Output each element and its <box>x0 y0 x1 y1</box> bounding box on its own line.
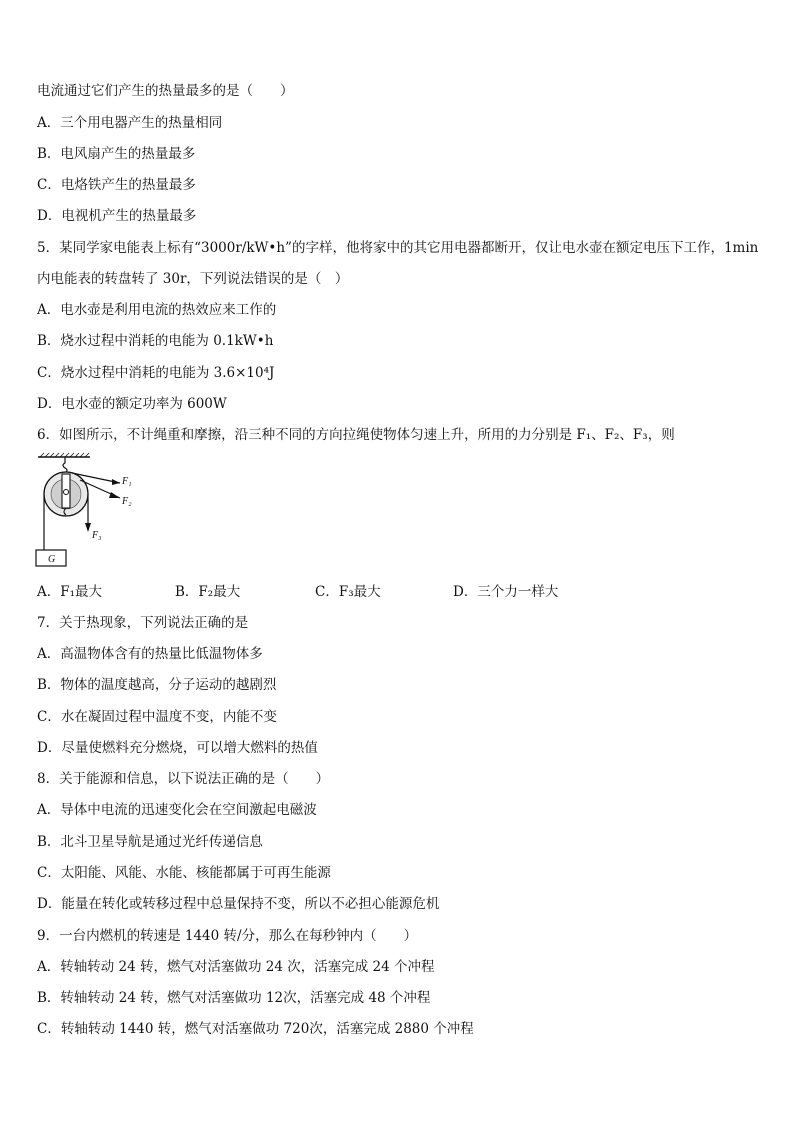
hook-icon <box>63 457 67 473</box>
force-f3-label: F₃ <box>92 530 102 541</box>
q6-stem: 6．如图所示，不计绳重和摩擦，沿三种不同的方向拉绳使物体匀速上升，所用的力分别是 F₁、F₂、F₃，则 <box>37 427 675 443</box>
q7-option-d: D．尽量使燃料充分燃烧，可以增大燃料的热值 <box>37 740 318 756</box>
pulley-axle <box>64 490 69 495</box>
q4-option-b: B．电风扇产生的热量最多 <box>37 146 196 162</box>
q4-option-d: D．电视机产生的热量最多 <box>37 208 197 224</box>
q8-option-b: B．北斗卫星导航是通过光纤传递信息 <box>37 834 263 850</box>
force-f1-label: F₁ <box>122 476 132 487</box>
q5-option-d: D．电水壶的额定功率为 600W <box>37 396 227 412</box>
q8-stem: 8．关于能源和信息，以下说法正确的是（ ） <box>37 771 330 787</box>
q6-option-d: D．三个力一样大 <box>453 584 559 600</box>
q5-option-b: B．烧水过程中消耗的电能为 0.1kW•h <box>37 333 274 349</box>
force-f1-arrowhead <box>112 479 120 485</box>
q8-option-c: C．太阳能、风能、水能、核能都属于可再生能源 <box>37 865 331 881</box>
force-f2-label: F₂ <box>122 496 132 507</box>
force-f2-arrowhead <box>109 492 120 498</box>
weight-label: G <box>48 554 56 565</box>
q5-option-a: A．电水壶是利用电流的热效应来工作的 <box>37 302 277 318</box>
q7-option-c: C．水在凝固过程中温度不变，内能不变 <box>37 709 277 725</box>
q9-option-b: B．转轴转动 24 转，燃气对活塞做功 12次，活塞完成 48 个冲程 <box>37 990 431 1006</box>
q7-option-a: A．高温物体含有的热量比低温物体多 <box>37 646 263 662</box>
force-f3-arrowhead <box>85 523 91 532</box>
q9-option-a: A．转轴转动 24 转，燃气对活塞做功 24 次，活塞完成 24 个冲程 <box>37 959 435 975</box>
q4-stem-tail: 电流通过它们产生的热量最多的是（ ） <box>37 83 294 99</box>
pulley-figure <box>32 452 162 570</box>
q5-stem-line2: 内电能表的转盘转了 30r，下列说法错误的是（ ） <box>37 271 349 287</box>
q6-option-c: C．F₃最大 <box>315 584 381 600</box>
q8-option-d: D．能量在转化或转移过程中总量保持不变，所以不必担心能源危机 <box>37 896 440 912</box>
q7-option-b: B．物体的温度越高，分子运动的越剧烈 <box>37 677 277 693</box>
q4-option-a: A．三个用电器产生的热量相同 <box>37 115 223 131</box>
q6-option-b: B．F₂最大 <box>175 584 241 600</box>
q7-stem: 7．关于热现象，下列说法正确的是 <box>37 615 249 631</box>
q9-option-c: C．转轴转动 1440 转，燃气对活塞做功 720次，活塞完成 2880 个冲程 <box>37 1021 474 1037</box>
q5-stem-line1: 5．某同学家电能表上标有“3000r/kW•h”的字样，他将家中的其它用电器都断开，仅让电水壶在额定电压下工作，1min <box>37 240 759 256</box>
q5-option-c: C．烧水过程中消耗的电能为 3.6×10⁴J <box>37 365 275 381</box>
q4-option-c: C．电烙铁产生的热量最多 <box>37 177 196 193</box>
q9-stem: 9．一台内燃机的转速是 1440 转/分，那么在每秒钟内（ ） <box>37 928 418 944</box>
q6-option-a: A．F₁最大 <box>37 584 103 600</box>
q8-option-a: A．导体中电流的迅速变化会在空间激起电磁波 <box>37 802 317 818</box>
